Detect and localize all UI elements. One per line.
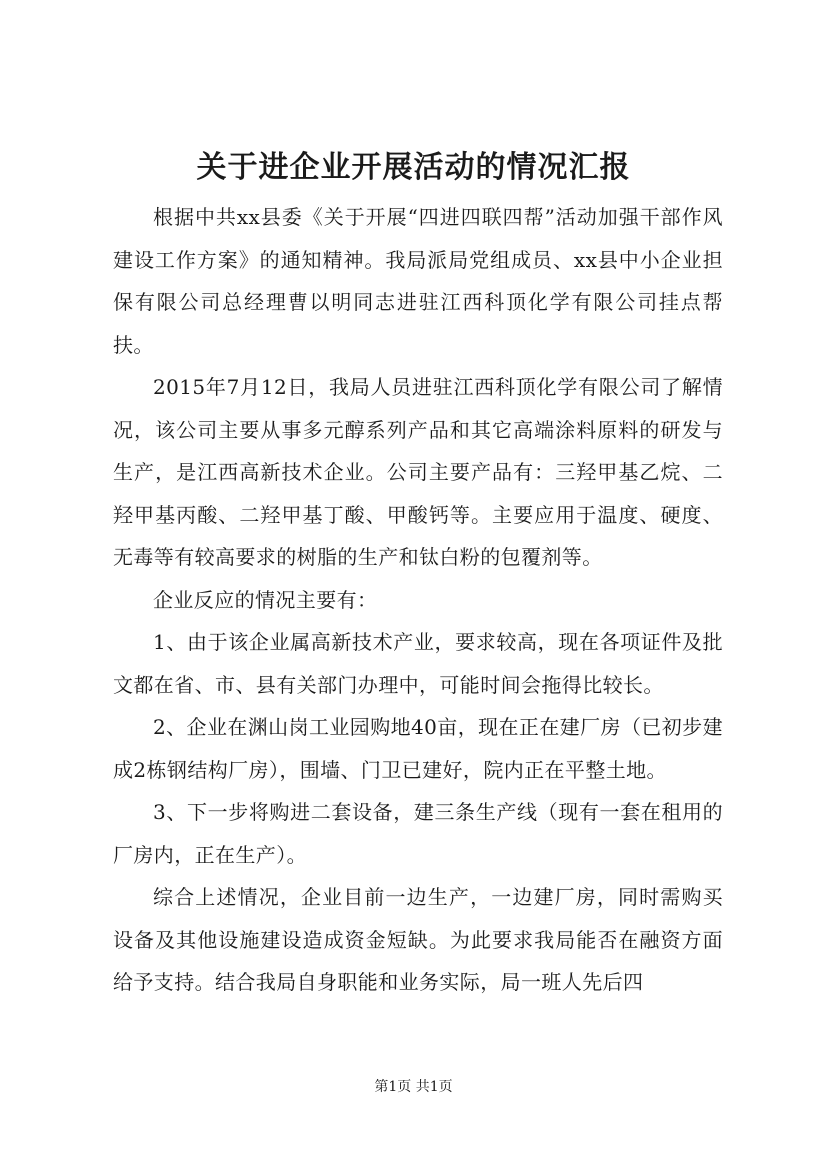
paragraph-issues-heading: 企业反应的情况主要有：	[153, 587, 378, 612]
paragraph-visit: 2015年7月12日，我局人员进驻江西科顶化学有限公司了解情况，该公司主要从事多元醇系列产品和其它高端涂料原料的研发与生产，是江西高新技术企业。公司主要产品有：三羟甲基乙烷、二羟甲基丙酸、二羟甲基丁酸、甲酸钙等。主要应用于温度、硬度、无毒等有较高要求的树脂的生产和钛白粉的包覆剂等。	[113, 375, 723, 569]
paragraph-issue-2: 2、企业在渊山岗工业园购地40亩，现在正在建厂房（已初步建成2栋钢结构厂房），围墙、门卫已建好，院内正在平整土地。	[113, 715, 723, 782]
paragraph-intro: 根据中共xx县委《关于开展“四进四联四帮”活动加强干部作风建设工作方案》的通知精神。我局派局党组成员、xx县中小企业担保有限公司总经理曹以明同志进驻江西科顶化学有限公司挂点帮扶。	[113, 205, 723, 357]
page-number-footer: 第1页 共1页	[374, 1079, 453, 1095]
document-body	[113, 196, 723, 1004]
paragraph-issue-3: 3、下一步将购进二套设备，建三条生产线（现有一套在租用的厂房内，正在生产）。	[113, 800, 723, 867]
paragraph-summary: 综合上述情况，企业目前一边生产，一边建厂房，同时需购买设备及其他设施建设造成资金短缺。为此要求我局能否在融资方面给予支持。结合我局自身职能和业务实际，局一班人先后四	[113, 885, 723, 994]
paragraph-issue-1: 1、由于该企业属高新技术产业，要求较高，现在各项证件及批文都在省、市、县有关部门办理中，可能时间会拖得比较长。	[113, 630, 723, 697]
document-title: 关于进企业开展活动的情况汇报	[196, 150, 631, 185]
